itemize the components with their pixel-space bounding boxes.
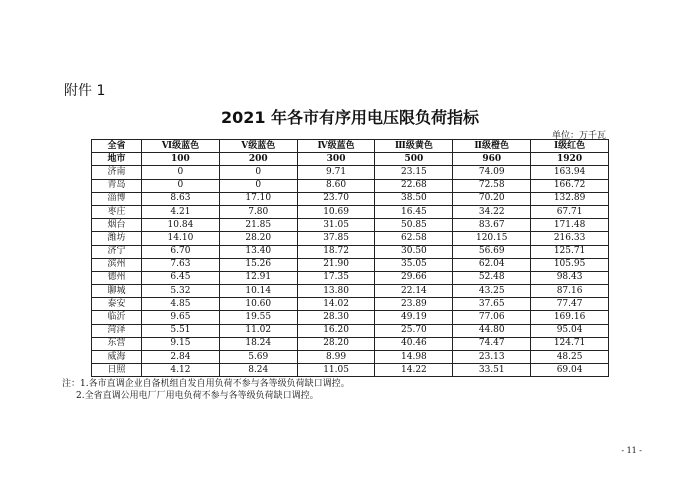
city-cell: 潍坊 [92, 232, 142, 245]
table-row [92, 311, 609, 324]
value-cell: 12.91 [219, 271, 297, 284]
value-cell: 44.80 [453, 324, 531, 337]
city-cell: 济南 [92, 166, 142, 179]
value-cell: 17.10 [219, 192, 297, 205]
value-cell: 35.05 [375, 258, 453, 271]
value-cell: 0 [219, 179, 297, 192]
header-cell: Ⅲ级黄色 [375, 140, 453, 153]
table-row [92, 258, 609, 271]
value-cell: 14.10 [142, 232, 220, 245]
value-cell: 132.89 [531, 192, 609, 205]
value-cell: 29.66 [375, 271, 453, 284]
value-cell: 77.47 [531, 298, 609, 311]
value-cell: 37.65 [453, 298, 531, 311]
value-cell: 28.20 [219, 232, 297, 245]
value-cell: 7.80 [219, 205, 297, 218]
value-cell: 14.98 [375, 351, 453, 364]
value-cell: 18.24 [219, 337, 297, 350]
table-row [92, 298, 609, 311]
value-cell: 10.84 [142, 219, 220, 232]
value-cell: 5.32 [142, 285, 220, 298]
value-cell: 38.50 [375, 192, 453, 205]
value-cell: 6.45 [142, 271, 220, 284]
value-cell: 50.85 [375, 219, 453, 232]
value-cell: 28.30 [297, 311, 375, 324]
value-cell: 67.71 [531, 205, 609, 218]
city-cell: 临沂 [92, 311, 142, 324]
value-cell: 9.65 [142, 311, 220, 324]
value-cell: 124.71 [531, 337, 609, 350]
value-cell: 4.85 [142, 298, 220, 311]
value-cell: 16.45 [375, 205, 453, 218]
value-cell: 9.71 [297, 166, 375, 179]
value-cell: 0 [219, 166, 297, 179]
value-cell: 23.89 [375, 298, 453, 311]
value-cell: 2.84 [142, 351, 220, 364]
document-title: 2021 年各市有序用电压限负荷指标 [220, 108, 480, 127]
table-row [92, 364, 609, 377]
value-cell: 8.99 [297, 351, 375, 364]
value-cell: 23.15 [375, 166, 453, 179]
value-cell: 34.22 [453, 205, 531, 218]
value-cell: 120.15 [453, 232, 531, 245]
value-cell: 16.20 [297, 324, 375, 337]
footnote: 注：1.各市直调企业自备机组自发自用负荷不参与各等级负荷缺口调控。 [62, 379, 350, 389]
value-cell: 9.15 [142, 337, 220, 350]
total-cell: 地市 [92, 153, 142, 166]
value-cell: 5.51 [142, 324, 220, 337]
total-cell: 300 [297, 153, 375, 166]
value-cell: 4.12 [142, 364, 220, 377]
value-cell: 74.09 [453, 166, 531, 179]
value-cell: 25.70 [375, 324, 453, 337]
value-cell: 40.46 [375, 337, 453, 350]
value-cell: 72.58 [453, 179, 531, 192]
value-cell: 10.14 [219, 285, 297, 298]
city-cell: 威海 [92, 351, 142, 364]
table-row [92, 271, 609, 284]
table-row [92, 192, 609, 205]
value-cell: 166.72 [531, 179, 609, 192]
value-cell: 98.43 [531, 271, 609, 284]
value-cell: 56.69 [453, 245, 531, 258]
value-cell: 22.14 [375, 285, 453, 298]
unit-label: 单位：万千瓦 [551, 131, 606, 141]
footnote: 2.全省直调公用电厂厂用电负荷不参与各等级负荷缺口调控。 [76, 391, 319, 401]
header-cell: Ⅴ级蓝色 [219, 140, 297, 153]
value-cell: 22.68 [375, 179, 453, 192]
header-cell: Ⅰ级红色 [531, 140, 609, 153]
city-cell: 青岛 [92, 179, 142, 192]
header-cell: Ⅵ级蓝色 [142, 140, 220, 153]
value-cell: 70.20 [453, 192, 531, 205]
value-cell: 5.69 [219, 351, 297, 364]
value-cell: 6.70 [142, 245, 220, 258]
value-cell: 105.95 [531, 258, 609, 271]
value-cell: 216.33 [531, 232, 609, 245]
value-cell: 8.24 [219, 364, 297, 377]
value-cell: 169.16 [531, 311, 609, 324]
value-cell: 33.51 [453, 364, 531, 377]
footnotes [62, 378, 350, 402]
value-cell: 171.48 [531, 219, 609, 232]
value-cell: 11.05 [297, 364, 375, 377]
total-cell: 100 [142, 153, 220, 166]
value-cell: 49.19 [375, 311, 453, 324]
value-cell: 48.25 [531, 351, 609, 364]
header-cell: Ⅱ级橙色 [453, 140, 531, 153]
total-cell: 1920 [531, 153, 609, 166]
value-cell: 28.20 [297, 337, 375, 350]
value-cell: 83.67 [453, 219, 531, 232]
value-cell: 15.26 [219, 258, 297, 271]
value-cell: 87.16 [531, 285, 609, 298]
value-cell: 30.50 [375, 245, 453, 258]
value-cell: 19.55 [219, 311, 297, 324]
table-row [92, 179, 609, 192]
total-cell: 200 [219, 153, 297, 166]
value-cell: 4.21 [142, 205, 220, 218]
value-cell: 0 [142, 166, 220, 179]
total-row [92, 153, 609, 166]
value-cell: 52.48 [453, 271, 531, 284]
city-cell: 济宁 [92, 245, 142, 258]
table-row [92, 219, 609, 232]
city-cell: 枣庄 [92, 205, 142, 218]
value-cell: 21.90 [297, 258, 375, 271]
value-cell: 62.58 [375, 232, 453, 245]
table-row [92, 166, 609, 179]
city-cell: 德州 [92, 271, 142, 284]
value-cell: 21.85 [219, 219, 297, 232]
value-cell: 17.35 [297, 271, 375, 284]
table-body [92, 166, 609, 377]
value-cell: 43.25 [453, 285, 531, 298]
value-cell: 7.63 [142, 258, 220, 271]
value-cell: 95.04 [531, 324, 609, 337]
attachment-label: 附件 1 [64, 83, 106, 99]
value-cell: 125.71 [531, 245, 609, 258]
value-cell: 13.40 [219, 245, 297, 258]
value-cell: 8.63 [142, 192, 220, 205]
page-number: - 11 - [621, 446, 642, 455]
value-cell: 11.02 [219, 324, 297, 337]
city-cell: 烟台 [92, 219, 142, 232]
city-cell: 日照 [92, 364, 142, 377]
table-row [92, 324, 609, 337]
city-cell: 泰安 [92, 298, 142, 311]
total-cell: 960 [453, 153, 531, 166]
header-cell: 全省 [92, 140, 142, 153]
value-cell: 10.69 [297, 205, 375, 218]
value-cell: 14.22 [375, 364, 453, 377]
value-cell: 13.80 [297, 285, 375, 298]
table-row [92, 245, 609, 258]
table-row [92, 285, 609, 298]
value-cell: 10.60 [219, 298, 297, 311]
city-cell: 聊城 [92, 285, 142, 298]
value-cell: 62.04 [453, 258, 531, 271]
table-header [92, 140, 609, 166]
value-cell: 8.60 [297, 179, 375, 192]
load-limit-table [91, 139, 609, 377]
value-cell: 31.05 [297, 219, 375, 232]
value-cell: 23.13 [453, 351, 531, 364]
value-cell: 0 [142, 179, 220, 192]
value-cell: 18.72 [297, 245, 375, 258]
table-row [92, 205, 609, 218]
total-cell: 500 [375, 153, 453, 166]
header-row [92, 140, 609, 153]
value-cell: 69.04 [531, 364, 609, 377]
value-cell: 74.47 [453, 337, 531, 350]
city-cell: 菏泽 [92, 324, 142, 337]
table-row [92, 337, 609, 350]
value-cell: 37.85 [297, 232, 375, 245]
city-cell: 滨州 [92, 258, 142, 271]
table-row [92, 232, 609, 245]
value-cell: 77.06 [453, 311, 531, 324]
city-cell: 淄博 [92, 192, 142, 205]
value-cell: 163.94 [531, 166, 609, 179]
header-cell: Ⅳ级蓝色 [297, 140, 375, 153]
value-cell: 23.70 [297, 192, 375, 205]
table-row [92, 351, 609, 364]
value-cell: 14.02 [297, 298, 375, 311]
city-cell: 东营 [92, 337, 142, 350]
